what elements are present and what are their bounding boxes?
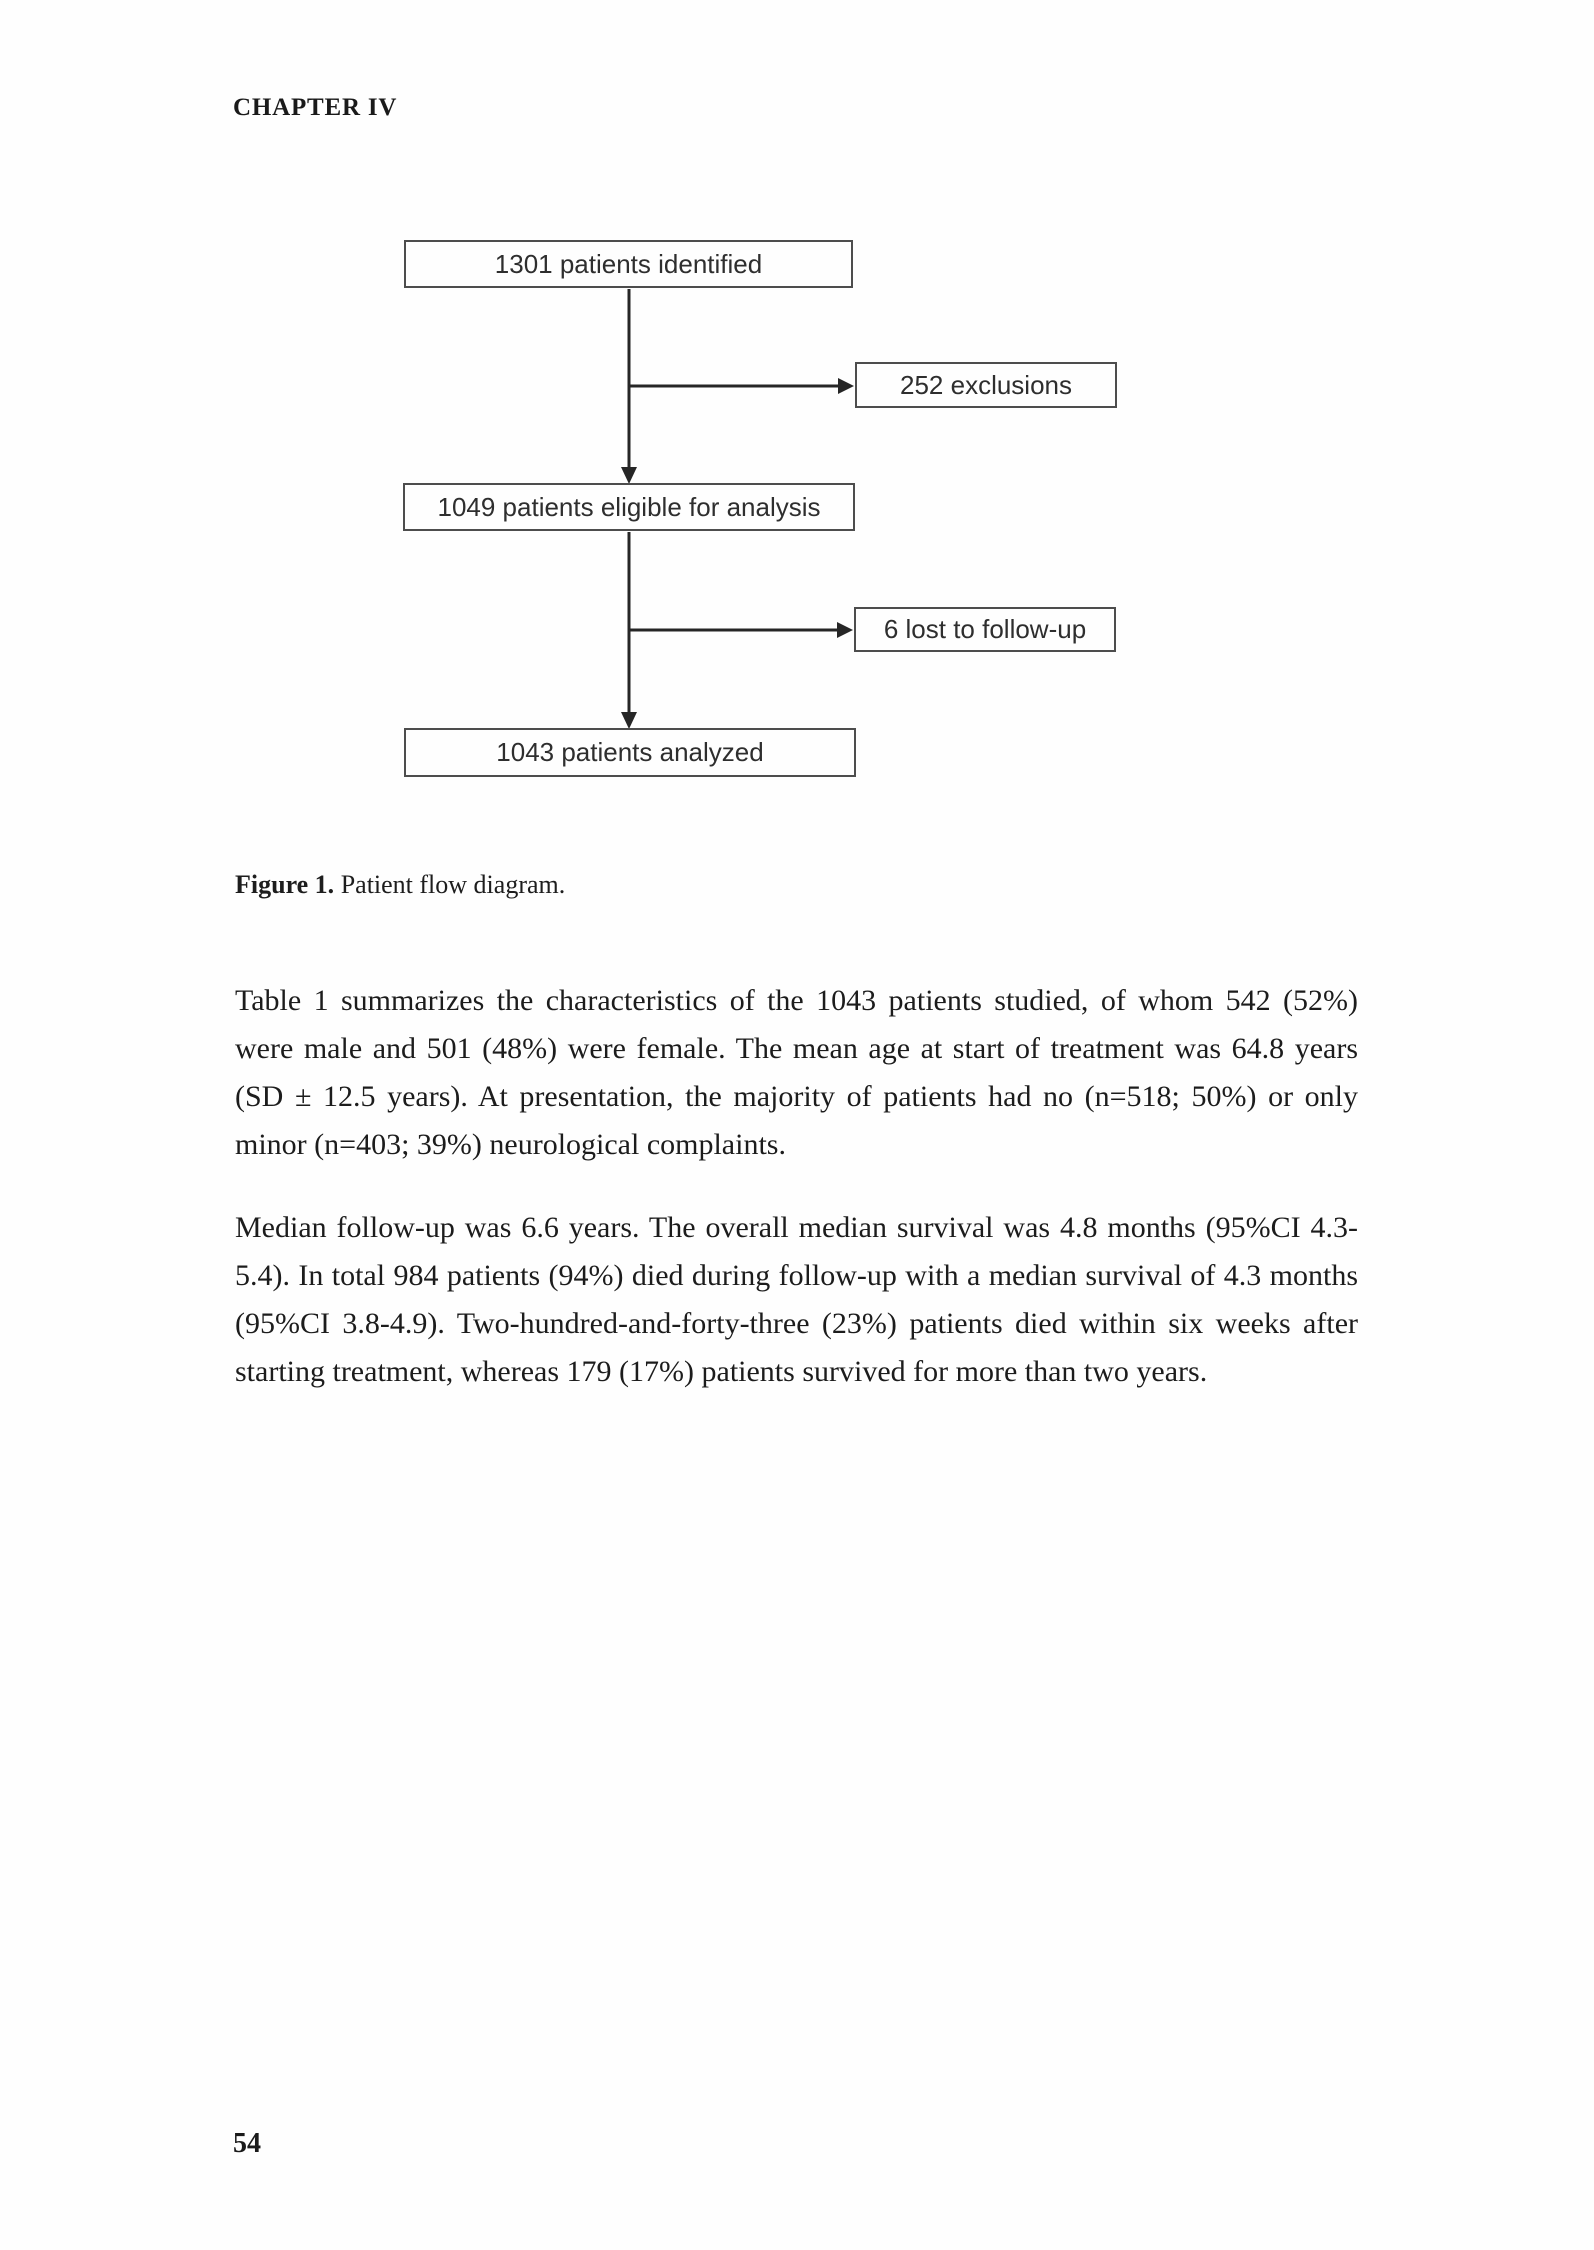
page-number: 54 (233, 2128, 261, 2159)
body-paragraph-1: Table 1 summarizes the characteristics of the 1043 patients studied, of whom 542 (52%) were male and 501 (48%) were female. The mean age at start of treatment was 64.8 years (SD ± 12.5 years). At presentation, the majority of patients had no (n=518; 50%) or only minor (n=403; 39%) neurological complaints. (235, 984, 1358, 1161)
chapter-header: CHAPTER IV (233, 94, 398, 121)
figure-caption-label: Figure 1. (235, 870, 335, 899)
body-paragraph-2: Median follow-up was 6.6 years. The overall median survival was 4.8 months (95%CI 4.3-5.4). In total 984 patients (94%) died during follow-up with a median survival of 4.3 months (95%CI 3.8-4.9). Two-hundred-and-forty-three (23%) patients died within six weeks after starting treatment, whereas 179 (17%) patients survived for more than two years. (235, 1211, 1358, 1388)
flow-box-analyzed: 1043 patients analyzed (404, 728, 856, 777)
flow-box-exclusions: 252 exclusions (855, 362, 1117, 408)
flow-box-eligible: 1049 patients eligible for analysis (403, 483, 855, 531)
arrow-eligible-to-analyzed (621, 532, 637, 729)
figure-caption (235, 870, 565, 900)
flow-box-lost: 6 lost to follow-up (854, 607, 1116, 652)
arrow-identified-to-eligible (621, 289, 637, 484)
arrow-to-lost (630, 622, 853, 638)
arrow-to-exclusions (630, 378, 854, 394)
flow-box-identified: 1301 patients identified (404, 240, 853, 288)
figure-caption-text: Patient flow diagram. (334, 870, 566, 899)
